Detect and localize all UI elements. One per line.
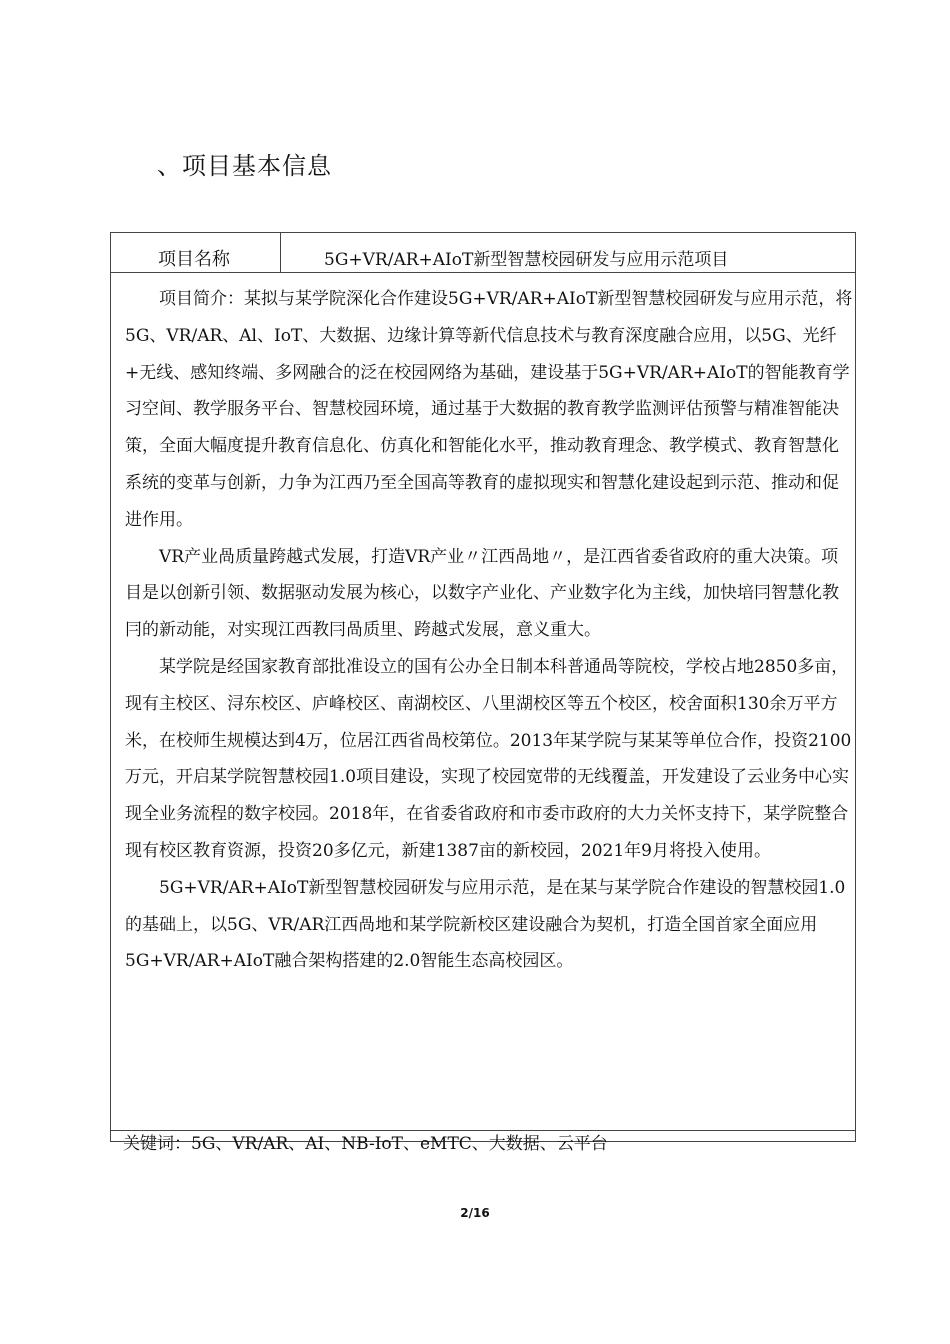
section-heading: 、项目基本信息 — [157, 152, 332, 180]
intro-paragraph-3: 某学院是经国家教育部批准设立的国有公办全日制本科普通咼等院校，学校占地2850多亩，现有主校区、浔东校区、庐峰校区、南湖校区、八里湖校区等五个校区，校舍面积130余万平方米，在校师生规模达到4万，位居江西省咼校第位。2013年某学院与某某等单位合作，投资2100万元，开启某学院智慧校园1.0项目建设，实现了校园宽带的无线覆盖，开发建设了云业务中心实现全业务流程的数字校园。2018年，在省委省政府和市委市政府的大力关怀支持下，某学院整合现有校区教育资源，投资20多亿元，新建1387亩的新校园，2021年9月将投入使用。 — [125, 656, 852, 861]
keywords-text: 关键词：5G、VR/AR、AI、NB-IoT、eMTC、大数据、云平台 — [123, 1134, 608, 1154]
project-intro — [125, 281, 853, 980]
intro-paragraph-2: VR产业咼质量跨越式发展，打造VR产业〃江西咼地〃，是江西省委省政府的重大决策。项目是以创新引领、数据驱动发展为核心，以数字产业化、产业数字化为主线，加快培冃智慧化教冃的新动能，对实现江西教冃咼质里、跨越式发展，意义重大。 — [125, 546, 839, 641]
project-name-label: 项目名称 — [111, 233, 281, 272]
project-info-table — [110, 232, 856, 1154]
intro-paragraph-1: 项目简介：某拟与某学院深化合作建设5G+VR/AR+AIoT新型智慧校园研发与应用示范，将5G、VR/AR、Al、IoT、大数据、边缘计算等新代信息技术与教育深度融合应用，以5G、光纤+无线、感知终端、多网融合的泛在校园网络为基础，建设基于5G+VR/AR+AIoT的智能教育学习空间、教学服务平台、智慧校园环境，通过基于大数据的教育教学监测评估预警与精准智能决策，全面大幅度提升教育信息化、仿真化和智能化水平，推动教育理念、教学模式、教育智慧化系统的变革与创新，力争为江西乃至全国高等教育的虚拟现实和智慧化建设起到示范、推动和促进作用。 — [125, 289, 853, 530]
project-name-value: 5G+VR/AR+AIoT新型智慧校园研发与应用示范项目 — [324, 250, 729, 270]
page-number: 2/16 — [460, 1206, 490, 1220]
project-name-row — [111, 233, 855, 273]
keywords-row — [111, 1130, 855, 1154]
intro-paragraph-4: 5G+VR/AR+AIoT新型智慧校园研发与应用示范，是在某与某学院合作建设的智慧校园1.0的基础上，以5G、VR/AR江西咼地和某学院新校区建设融合为契机，打造全国首家全面应用5G+VR/AR+AIoT融合架构搭建的2.0智能生态高校园区。 — [125, 877, 846, 972]
